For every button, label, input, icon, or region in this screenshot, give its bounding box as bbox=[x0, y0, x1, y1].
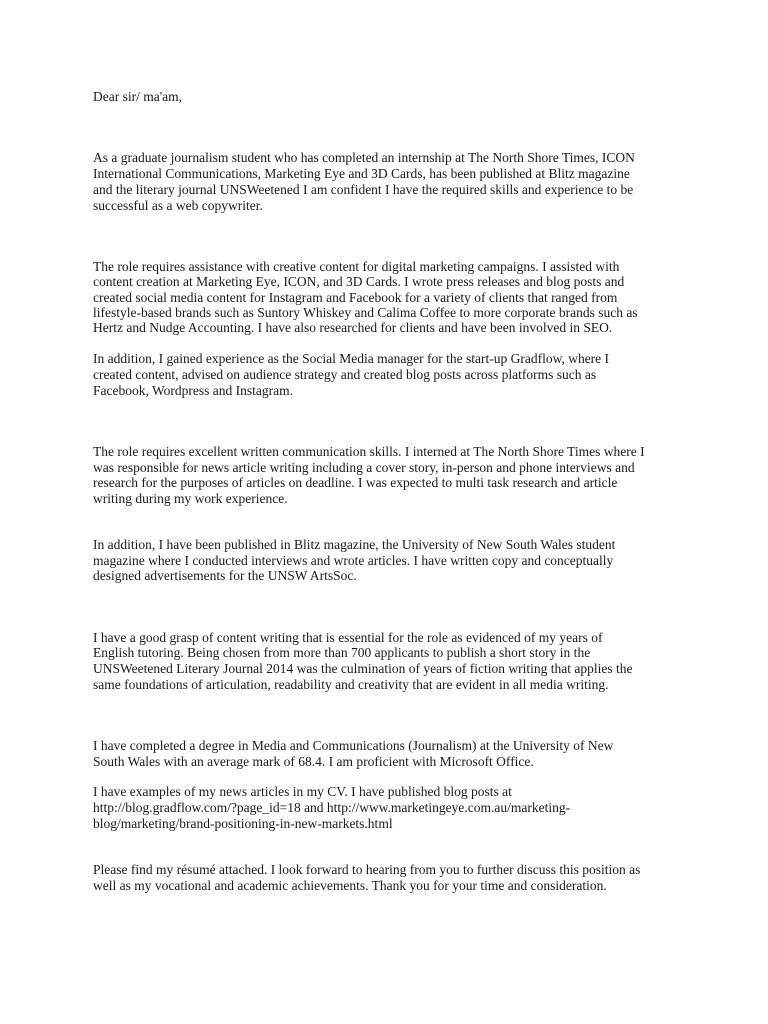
text-line: was responsible for news article writing including a cover story, in-person and phone interviews and bbox=[93, 460, 635, 475]
text-line: International Communications, Marketing Eye and 3D Cards, has been published at Blitz magazine bbox=[93, 166, 630, 181]
text-line: The role requires excellent written communication skills. I interned at The North Shore Times where I bbox=[93, 444, 645, 459]
text-line: In addition, I have been published in Blitz magazine, the University of New South Wales student bbox=[93, 537, 616, 552]
text-line: same foundations of articulation, readability and creativity that are evident in all media writing. bbox=[93, 677, 609, 692]
text-line: research for the purposes of articles on deadline. I was expected to multi task research and article bbox=[93, 475, 618, 490]
text-line: created social media content for Instagram and Facebook for a variety of clients that ranged from bbox=[93, 290, 618, 305]
text-line: I have completed a degree in Media and Communications (Journalism) at the University of New bbox=[93, 738, 614, 753]
text-line: South Wales with an average mark of 68.4. I am proficient with Microsoft Office. bbox=[93, 754, 534, 769]
text-line: I have examples of my news articles in my CV. I have published blog posts at bbox=[93, 784, 512, 799]
text-line: created content, advised on audience strategy and created blog posts across platforms such as bbox=[93, 367, 597, 382]
text-line: Please find my résumé attached. I look forward to hearing from you to further discuss this position as bbox=[93, 862, 641, 877]
text-line: lifestyle-based brands such as Suntory Whiskey and Calima Coffee to more corporate brands such as bbox=[93, 305, 638, 320]
text-line: In addition, I gained experience as the Social Media manager for the start-up Gradflow, where I bbox=[93, 351, 610, 366]
text-line: Facebook, Wordpress and Instagram. bbox=[93, 383, 293, 398]
text-line: The role requires assistance with creative content for digital marketing campaigns. I assisted with bbox=[93, 259, 620, 274]
salutation: Dear sir/ ma'am, bbox=[93, 89, 183, 104]
text-line: successful as a web copywriter. bbox=[93, 198, 263, 213]
text-line: http://blog.gradflow.com/?page_id=18 and http://www.marketingeye.com.au/marketing- bbox=[93, 800, 571, 815]
text-line: content creation at Marketing Eye, ICON, and 3D Cards. I wrote press releases and blog posts and bbox=[93, 274, 625, 289]
text-line: UNSWeetened Literary Journal 2014 was the culmination of years of fiction writing that applies the bbox=[93, 661, 633, 676]
text-line: well as my vocational and academic achievements. Thank you for your time and consideration. bbox=[93, 878, 607, 893]
text-line: English tutoring. Being chosen from more than 700 applicants to publish a short story in the bbox=[93, 645, 591, 660]
text-line: designed advertisements for the UNSW ArtsSoc. bbox=[93, 568, 357, 583]
text-line: blog/marketing/brand-positioning-in-new-markets.html bbox=[93, 816, 393, 831]
text-line: I have a good grasp of content writing that is essential for the role as evidenced of my years of bbox=[93, 630, 603, 645]
text-line: and the literary journal UNSWeetened I am confident I have the required skills and experience to be bbox=[93, 182, 634, 197]
text-line: writing during my work experience. bbox=[93, 491, 288, 506]
text-line: Hertz and Nudge Accounting. I have also researched for clients and have been involved in SEO. bbox=[93, 320, 613, 335]
text-line: As a graduate journalism student who has completed an internship at The North Shore Times, ICON bbox=[93, 150, 635, 165]
text-line: magazine where I conducted interviews and wrote articles. I have written copy and conceptually bbox=[93, 553, 614, 568]
